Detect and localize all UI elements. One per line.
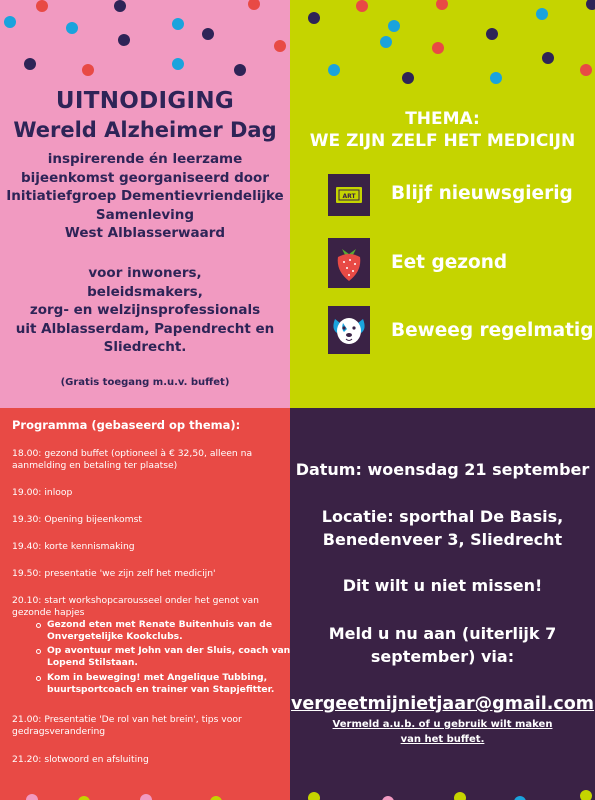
bullet-icon bbox=[36, 623, 41, 628]
programme-item bbox=[12, 714, 242, 738]
workshop-item bbox=[47, 672, 274, 696]
register-text bbox=[290, 622, 595, 668]
decor-dot bbox=[454, 792, 466, 800]
decor-dot bbox=[24, 58, 36, 70]
programme-item bbox=[12, 448, 252, 472]
decor-dot bbox=[202, 28, 214, 40]
decor-dot bbox=[118, 34, 130, 46]
audience-line: uit Alblasserdam, Papendrecht en bbox=[15, 320, 275, 337]
decor-dot bbox=[140, 794, 152, 800]
buffet-note-line: Vermeld a.u.b. of u gebruik wilt maken bbox=[332, 719, 553, 730]
event-date: Datum: woensdag 21 september bbox=[295, 460, 590, 479]
decor-dot bbox=[580, 790, 592, 800]
theme-item-label: Blijf nieuwsgierig bbox=[391, 183, 573, 204]
workshop-item bbox=[47, 645, 290, 669]
decor-dot bbox=[114, 0, 126, 12]
description-line: bijeenkomst georganiseerd door bbox=[21, 169, 269, 186]
workshop-line: Onvergetelijke Kookclubs. bbox=[47, 631, 183, 642]
decor-dot bbox=[328, 64, 340, 76]
theme-item-label: Beweeg regelmatig bbox=[391, 320, 594, 341]
description-line: West Alblasserwaard bbox=[64, 225, 226, 241]
workshop-line: Op avontuur met John van der Sluis, coach van bbox=[47, 645, 291, 656]
ticket-icon bbox=[328, 174, 370, 216]
description-line: Initiatiefgroep Dementievriendelijke bbox=[6, 188, 284, 204]
decor-dot bbox=[36, 0, 48, 12]
theme-panel bbox=[290, 0, 595, 408]
programme-item bbox=[12, 568, 216, 580]
decor-dot bbox=[388, 20, 400, 32]
programme-heading: Programma (gebaseerd op thema): bbox=[12, 418, 241, 432]
decor-dot bbox=[274, 40, 286, 52]
programme-line: gezonde hapjes bbox=[12, 607, 85, 618]
decor-dot bbox=[486, 28, 498, 40]
programme-line: 20.10: start workshopcarousseel onder het genot van bbox=[12, 595, 259, 606]
workshop-line: Kom in beweging! met Angelique Tubbing, bbox=[47, 672, 268, 683]
event-description bbox=[0, 150, 290, 243]
bullet-icon bbox=[36, 649, 41, 654]
programme-item bbox=[12, 541, 135, 553]
free-entry-note: (Gratis toegang m.u.v. buffet) bbox=[60, 377, 230, 388]
strawberry-icon bbox=[328, 238, 370, 288]
decor-dot bbox=[308, 792, 320, 800]
dont-miss-text: Dit wilt u niet missen! bbox=[342, 576, 543, 595]
invitation-panel bbox=[0, 0, 290, 408]
decor-dot bbox=[66, 22, 78, 34]
decor-dot bbox=[580, 64, 592, 76]
decor-dot bbox=[356, 0, 368, 12]
buffet-note-line: van het buffet. bbox=[400, 734, 485, 745]
programme-item bbox=[12, 754, 149, 766]
decor-dot bbox=[436, 0, 448, 10]
decor-dot bbox=[172, 18, 184, 30]
programme-line: 19.00: inloop bbox=[12, 487, 73, 498]
programme-line: 19.30: Opening bijeenkomst bbox=[12, 514, 143, 525]
theme-label: THEMA: bbox=[405, 109, 480, 129]
workshop-line: buurtsportcoach en trainer van Stapjefitter. bbox=[47, 684, 275, 695]
svg-text:ART: ART bbox=[342, 193, 356, 200]
audience-line: voor inwoners, bbox=[88, 265, 202, 281]
decor-dot bbox=[248, 0, 260, 10]
decor-dot bbox=[382, 796, 394, 800]
decor-dot bbox=[234, 64, 246, 76]
decor-dot bbox=[172, 58, 184, 70]
theme-item-label: Eet gezond bbox=[391, 252, 508, 273]
programme-line: 21.20: slotwoord en afsluiting bbox=[12, 754, 149, 765]
decor-dot bbox=[82, 64, 94, 76]
audience-line: Sliedrecht. bbox=[103, 339, 187, 355]
decor-dot bbox=[542, 52, 554, 64]
decor-dot bbox=[536, 8, 548, 20]
programme-line: 21.00: Presentatie 'De rol van het brein', tips voor bbox=[12, 714, 242, 725]
bullet-icon bbox=[36, 676, 41, 681]
audience-line: zorg- en welzijnsprofessionals bbox=[29, 302, 261, 318]
programme-item bbox=[12, 487, 72, 499]
workshop-line: Lopend Stilstaan. bbox=[47, 657, 138, 668]
decor-dot bbox=[78, 796, 90, 800]
programme-line: gedragsverandering bbox=[12, 726, 106, 737]
decor-dot bbox=[490, 72, 502, 84]
programme-line: aanmelding en betaling ter plaatse) bbox=[12, 460, 178, 471]
decor-dot bbox=[308, 12, 320, 24]
register-line: september) via: bbox=[370, 647, 515, 666]
programme-line: 19.50: presentatie 'we zijn zelf het medicijn' bbox=[12, 568, 216, 579]
audience-line: beleidsmakers, bbox=[87, 283, 203, 300]
decor-dot bbox=[514, 796, 526, 800]
register-line: Meld u nu aan (uiterlijk 7 bbox=[328, 624, 557, 643]
dog-icon bbox=[328, 306, 370, 354]
location-line: Benedenveer 3, Sliedrecht bbox=[322, 530, 563, 549]
decor-dot bbox=[586, 0, 595, 10]
description-line: inspirerende én leerzame bbox=[47, 151, 243, 167]
programme-item bbox=[12, 514, 142, 526]
description-line: Samenleving bbox=[95, 206, 195, 223]
invitation-heading: UITNODIGING bbox=[55, 88, 235, 114]
decor-dot bbox=[4, 16, 16, 28]
audience-text bbox=[0, 264, 290, 357]
location-line: Locatie: sporthal De Basis, bbox=[321, 507, 564, 526]
decor-dot bbox=[380, 36, 392, 48]
buffet-note bbox=[290, 717, 595, 747]
decor-dot bbox=[26, 794, 38, 800]
workshop-line: Gezond eten met Renate Buitenhuis van de bbox=[47, 619, 273, 630]
decor-dot bbox=[402, 72, 414, 84]
email-link[interactable]: vergeetmijnietjaar@gmail.com bbox=[290, 694, 595, 714]
workshop-item bbox=[47, 619, 272, 643]
decor-dot bbox=[432, 42, 444, 54]
programme-item bbox=[12, 595, 259, 619]
programme-line: 18.00: gezond buffet (optioneel à € 32,50, alleen na bbox=[12, 448, 253, 459]
programme-line: 19.40: korte kennismaking bbox=[12, 541, 135, 552]
event-location bbox=[290, 505, 595, 551]
decor-dot bbox=[210, 796, 222, 800]
event-title: Wereld Alzheimer Dag bbox=[13, 118, 277, 142]
theme-title: WE ZIJN ZELF HET MEDICIJN bbox=[309, 131, 576, 151]
